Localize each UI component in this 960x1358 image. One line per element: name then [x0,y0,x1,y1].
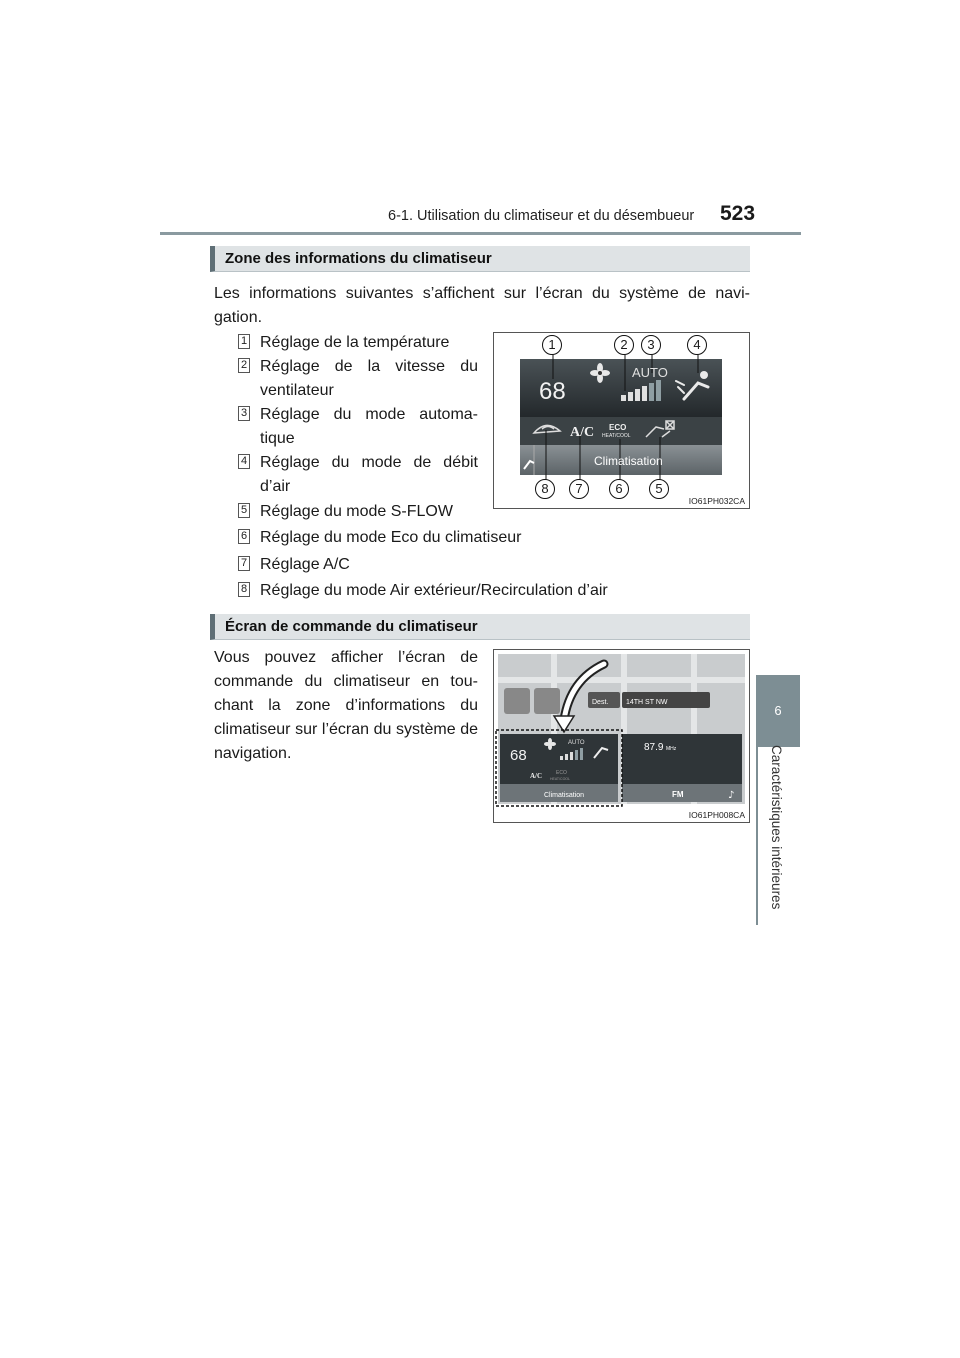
temperature-value: 68 [510,747,527,764]
callout-4: 4 [687,335,707,355]
ac-label: A/C [530,772,543,780]
item-text: Réglage du mode automa-tique [260,406,478,447]
body-paragraph: Vous pouvez afficher l’écran de commande du climatiseur en tou-chant la zone d’informations du climatiseur sur l’écran du système de navigation. [214,649,478,762]
street-name: 14TH ST NW [626,699,668,706]
temperature-value: 68 [539,378,566,405]
climate-bar-label: Climatisation [544,792,585,799]
chapter-tab[interactable]: 6 [756,675,800,747]
auto-label: AUTO [568,740,585,746]
item-text: Réglage de la vitesse du ventilateur [260,358,478,399]
callout-7: 7 [569,479,589,499]
section-header-info-zone [210,246,750,272]
item-text: Réglage du mode Eco du climatiseur [260,529,522,546]
intro-paragraph: Les informations suivantes s’affichent sur l’écran du système de navi-gation. [214,285,750,326]
item-text: Réglage de la température [260,334,450,351]
item-number-badge: 2 [238,358,250,373]
item-number-badge: 5 [238,503,250,518]
figure-code: IO61PH008CA [688,810,745,820]
figure-control-screen [493,649,750,823]
music-note-icon: ♪ [728,790,735,801]
item-text: Réglage du mode S-FLOW [260,503,453,520]
callout-8: 8 [535,479,555,499]
item-text: Réglage du mode Air extérieur/Recirculation d’air [260,582,608,599]
eco-sublabel: HEAT/COOL [550,777,570,781]
item-number-badge: 4 [238,454,250,469]
item-number-badge: 7 [238,556,250,571]
chapter-tab-divider [756,745,758,925]
section-header-title: Zone des informations du climatiseur [225,250,492,267]
radio-panel[interactable] [622,734,742,784]
header-rule [160,232,801,235]
item-number-badge: 3 [238,406,250,421]
callout-1: 1 [542,335,562,355]
zoom-out-button[interactable] [534,688,560,714]
callout-5: 5 [649,479,669,499]
radio-frequency: 87.9 [644,742,664,753]
item-text: Réglage du mode de débit d’air [260,454,478,495]
item-number-badge: 8 [238,582,250,597]
chapter-title-vertical [762,745,792,925]
auto-label: AUTO [632,365,668,380]
item-number-badge: 1 [238,334,250,349]
page-header [0,200,960,240]
callout-2: 2 [614,335,634,355]
section-header-control-screen [210,614,750,640]
figure-climate-info-zone [493,332,750,509]
page-number: 523 [720,202,756,225]
bar-label: Climatisation [594,454,663,468]
section-title: 6-1. Utilisation du climatiseur et du désembueur [388,208,695,224]
eco-label: ECO [609,423,627,432]
map-button[interactable] [504,688,530,714]
ac-label: A/C [570,425,595,440]
callout-6: 6 [609,479,629,499]
eco-label: ECO [556,770,567,776]
fm-label: FM [672,790,684,799]
item-number-badge: 6 [238,529,250,544]
figure-code: IO61PH032CA [688,496,745,506]
navigation-screen-illustration [494,650,749,822]
item-text: Réglage A/C [260,556,350,573]
section-header-title: Écran de commande du climatiseur [225,618,478,635]
radio-unit: MHz [666,746,677,752]
dest-label: Dest. [592,699,609,706]
eco-sublabel: HEAT/COOL [602,433,631,439]
chapter-title: Caractéristiques intérieures [769,745,784,910]
callout-3: 3 [641,335,661,355]
